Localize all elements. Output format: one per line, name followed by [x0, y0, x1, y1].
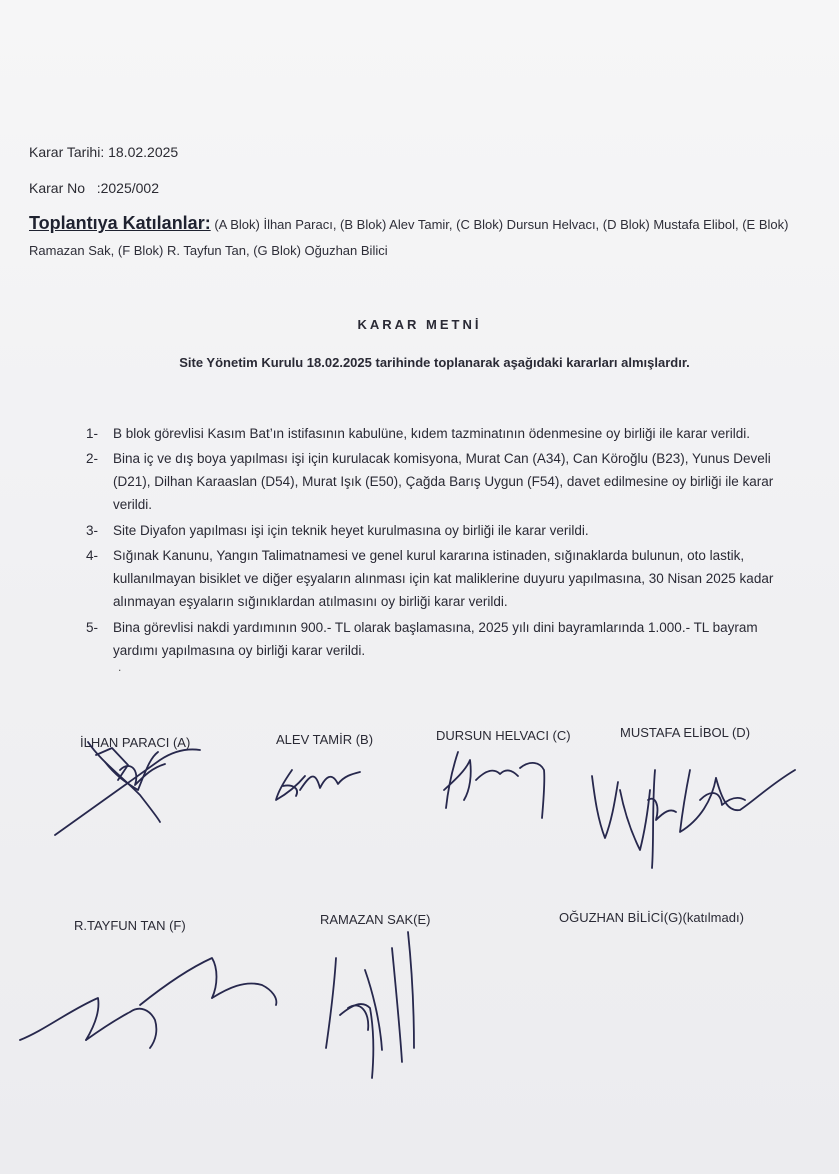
decision-date: [29, 144, 178, 160]
decision-number-label: Karar No: [29, 180, 86, 196]
decision-number: [29, 180, 159, 196]
decision-text: Site Diyafon yapılması işi için teknik heyet kurulmasına oy birliği ile karar verildi.: [113, 523, 589, 538]
signatory-name-a: İLHAN PARACI (A): [80, 735, 191, 750]
decision-text: Bina görevlisi nakdi yardımının 900.- TL olarak başlamasına, 2025 yılı dini bayramlarında 1.000.- TL bayram yardımı yapılmasına oy birliği karar verildi.: [113, 620, 758, 658]
signature-e: [326, 932, 414, 1078]
decision-number-value: :2025/002: [96, 180, 159, 196]
decision-item: [86, 519, 806, 542]
signatory-name-g: OĞUZHAN BİLİCİ(G)(katılmadı): [559, 910, 744, 925]
section-intro-wrap: [0, 355, 839, 370]
section-title: KARAR METNİ: [357, 317, 482, 332]
signatory-name-f: R.TAYFUN TAN (F): [74, 918, 186, 933]
decision-text: B blok görevlisi Kasım Bat’ın istifasının kabulüne, kıdem tazminatının ödenmesine oy birliği ile karar verildi.: [113, 426, 751, 441]
decision-number-marker: 3-: [86, 523, 99, 538]
decision-date-label: Karar Tarihi:: [29, 144, 105, 160]
signature-d: [592, 770, 795, 868]
decision-number-marker: 1-: [86, 426, 99, 441]
signatory-name-e: RAMAZAN SAK(E): [320, 912, 431, 927]
decision-list: [86, 422, 806, 662]
decision-item: [86, 422, 806, 445]
decision-item: [86, 544, 806, 613]
participants-list: (A Blok) İlhan Paracı, (B Blok) Alev Tamir, (C Blok) Dursun Helvacı, (D Blok) Mustafa Elibol, (E Blok) Ramazan Sak, (F Blok) R. Tayfun Tan, (G Blok) Oğuzhan Bilici: [29, 217, 789, 258]
participants-heading: Toplantıya Katılanlar:: [29, 213, 211, 233]
decision-text: Bina iç ve dış boya yapılması işi için kurulacak komisyona, Murat Can (A34), Can Köroğlu (B23), Yunus Develi (D21), Dilhan Karaaslan (D54), Murat Işık (E50), Çağda Barış Uygun (F54), davet edilmesine oy birliği ile karar verildi.: [113, 451, 774, 512]
decision-text: Sığınak Kanunu, Yangın Talimatnamesi ve genel kurul kararına istinaden, sığınaklarda bulunun, oto lastik, kullanılmayan bisiklet ve diğer eşyaların alınması için kat maliklerine duyuru yapılmasına, 30 Nisan 2025 kadar alınmayan eşyaların sığınıklardan atılmasını oy birliği karar verildi.: [113, 548, 774, 609]
decision-item: [86, 616, 806, 662]
participants-block: [29, 210, 799, 264]
signature-b: [276, 770, 360, 800]
decision-number-marker: 5-: [86, 620, 99, 635]
signature-a: [55, 742, 200, 835]
decision-number-marker: 2-: [86, 451, 99, 466]
section-intro: Site Yönetim Kurulu 18.02.2025 tarihinde toplanarak aşağıdaki kararları almışlardır.: [179, 355, 690, 370]
signatory-name-c: DURSUN HELVACI (C): [436, 728, 571, 743]
decision-date-value: 18.02.2025: [108, 144, 179, 160]
signatory-name-d: MUSTAFA ELİBOL (D): [620, 725, 751, 740]
decision-item: [86, 447, 806, 516]
signatory-name-b: ALEV TAMİR (B): [276, 732, 374, 747]
decision-number-marker: 4-: [86, 548, 99, 563]
signature-c: [444, 752, 544, 818]
signature-f: [20, 958, 276, 1048]
stray-dot: .: [118, 660, 122, 674]
